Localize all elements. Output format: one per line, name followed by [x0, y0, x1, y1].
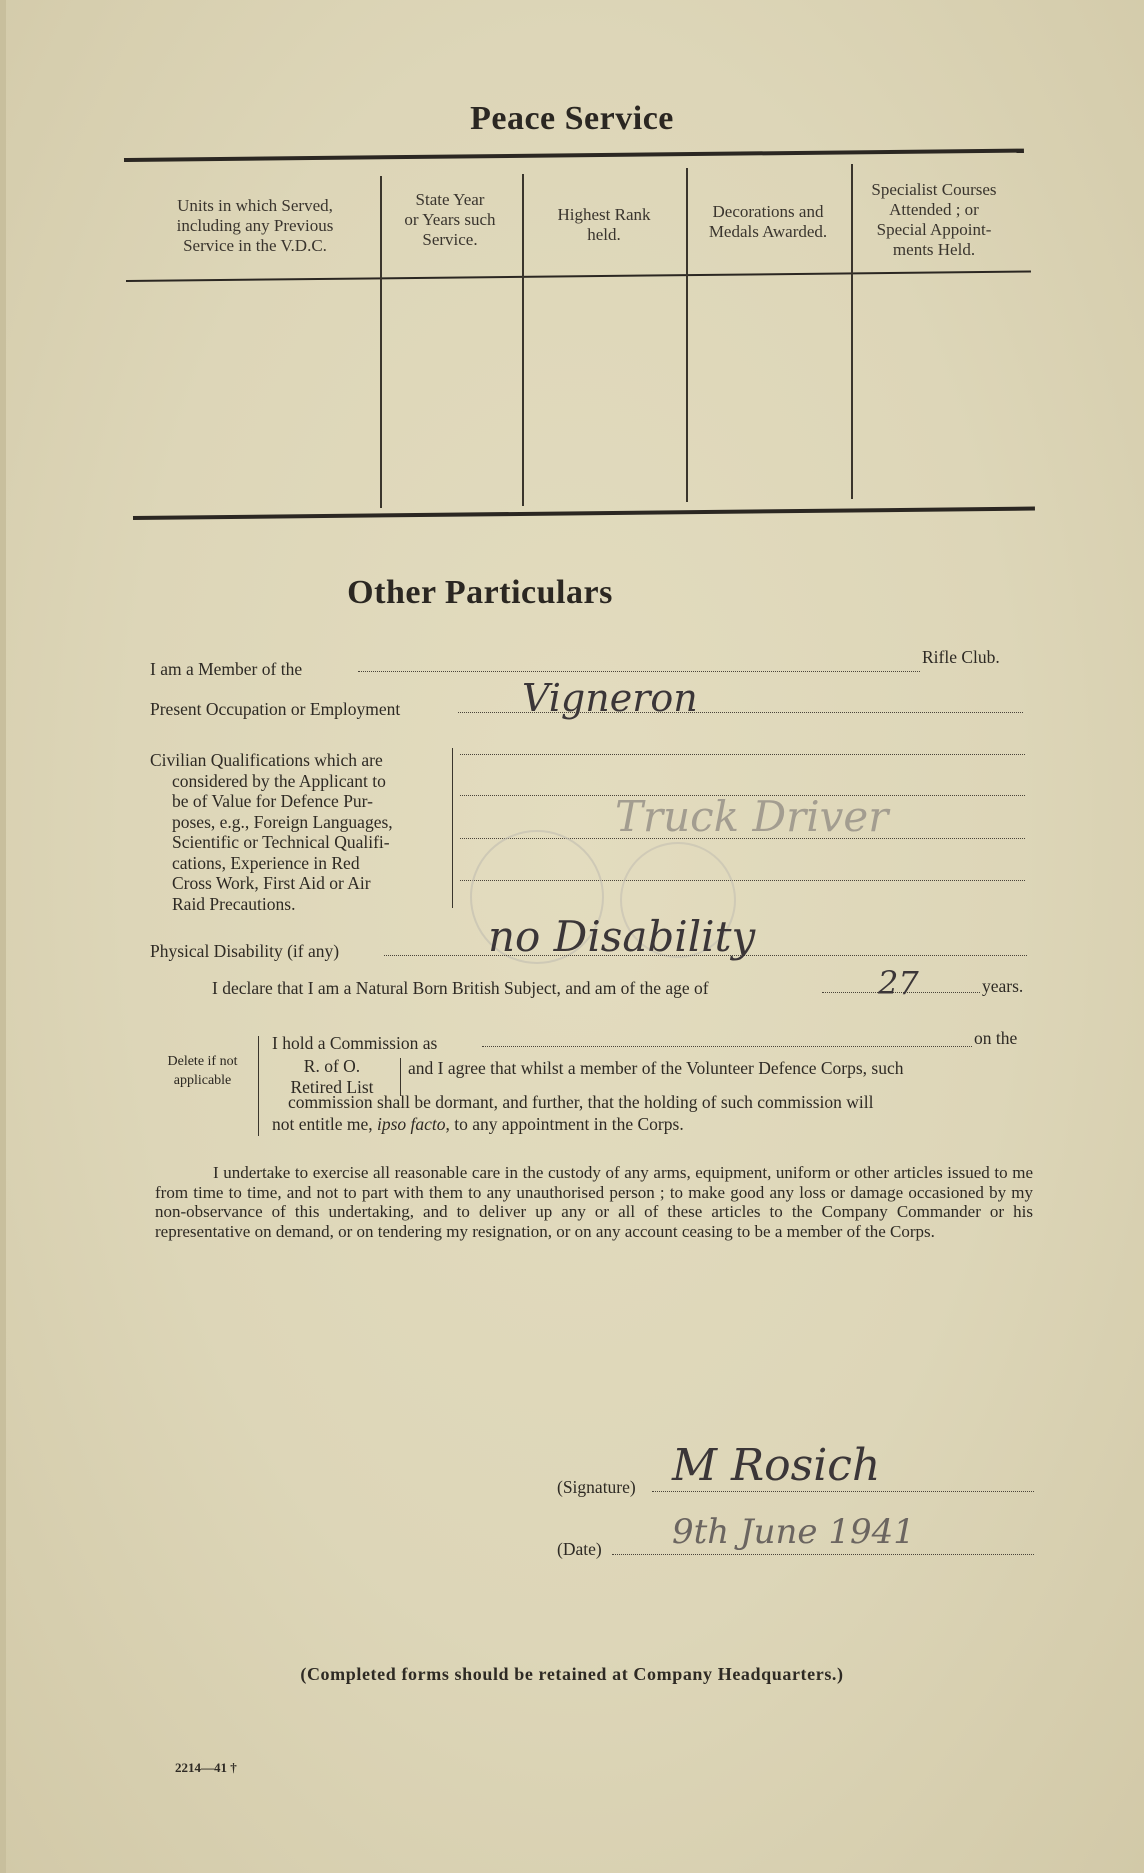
date-value: 9th June 1941: [672, 1512, 915, 1552]
occupation-label: Present Occupation or Employment: [150, 699, 401, 719]
column-header-units: Units in which Served, including any Previous Service in the V.D.C.: [176, 196, 334, 255]
physical-disability-value: no Disability: [488, 912, 756, 961]
other-particulars-title: Other Particulars: [347, 574, 613, 611]
footer-note: (Completed forms should be retained at Company Headquarters.): [300, 1664, 844, 1684]
column-header-decorations: Decorations and Medals Awarded.: [708, 202, 828, 241]
declaration-suffix: years.: [982, 976, 1024, 996]
column-divider: [522, 174, 524, 506]
rifle-club-prefix: I am a Member of the: [150, 659, 303, 679]
signature-label: (Signature): [557, 1477, 636, 1497]
commission-agreement-line: and I agree that whilst a member of the Volunteer Defence Corps, such: [408, 1058, 904, 1078]
qualifications-value: Truck Driver: [615, 792, 889, 841]
options-bracket: [390, 1058, 401, 1096]
commission-bracket: [258, 1036, 269, 1136]
commission-prefix: I hold a Commission as: [272, 1033, 438, 1053]
column-header-specialist: Specialist Courses Attended ; or Special Appoint- ments Held.: [871, 180, 997, 259]
signature-value: M Rosich: [672, 1440, 881, 1491]
rifle-club-suffix: Rifle Club.: [922, 647, 1000, 667]
commission-dormant-line: commission shall be dormant, and further, that the holding of such commission will: [288, 1092, 874, 1112]
commission-field[interactable]: [482, 1046, 972, 1047]
form-number: 2214—41 †: [175, 1760, 237, 1775]
physical-disability-label: Physical Disability (if any): [150, 941, 340, 961]
undertaking-paragraph: I undertake to exercise all reasonable care in the custody of any arms, equipment, uniform or other articles issued to me from time to time, and not to part with them to any unauthorised person ; to make good any loss or damage occasioned by my non-observance of this undertaking, and to deliver up any or all of these articles to the Company Commander or his representative on demand, or on tendering my resignation, or on any account ceasing to be a member of the Corps.: [155, 1163, 1033, 1241]
column-header-years: State Year or Years such Service.: [404, 190, 496, 249]
civilian-qualifications-label: Civilian Qualifications which are considered by the Applicant to be of Value for Defence Pur- poses, e.g., Foreign Languages, Scientific or Technical Qualifi- cations, Experience in Red Cross Work, First Aid or Air Raid Precautions.: [150, 750, 393, 914]
signature-field[interactable]: [652, 1491, 1034, 1492]
qualifications-bracket: [438, 748, 453, 908]
occupation-value: Vigneron: [522, 676, 698, 720]
commission-options: R. of O. Retired List: [290, 1056, 374, 1097]
date-label: (Date): [557, 1539, 602, 1559]
declaration-text: I declare that I am a Natural Born British Subject, and am of the age of: [212, 978, 709, 998]
peace-service-title: Peace Service: [470, 100, 674, 137]
commission-ipso-facto-line: not entitle me, ipso facto, to any appointment in the Corps.: [272, 1114, 684, 1134]
commission-suffix: on the: [974, 1028, 1018, 1048]
qualifications-line-1[interactable]: [460, 754, 1025, 755]
delete-if-not-applicable-note: Delete if not applicable: [167, 1054, 238, 1088]
age-value: 27: [878, 964, 919, 1002]
paper-edge: [0, 0, 6, 1873]
column-header-rank: Highest Rank held.: [557, 205, 651, 244]
date-field[interactable]: [612, 1554, 1034, 1555]
rifle-club-field[interactable]: [358, 671, 920, 672]
